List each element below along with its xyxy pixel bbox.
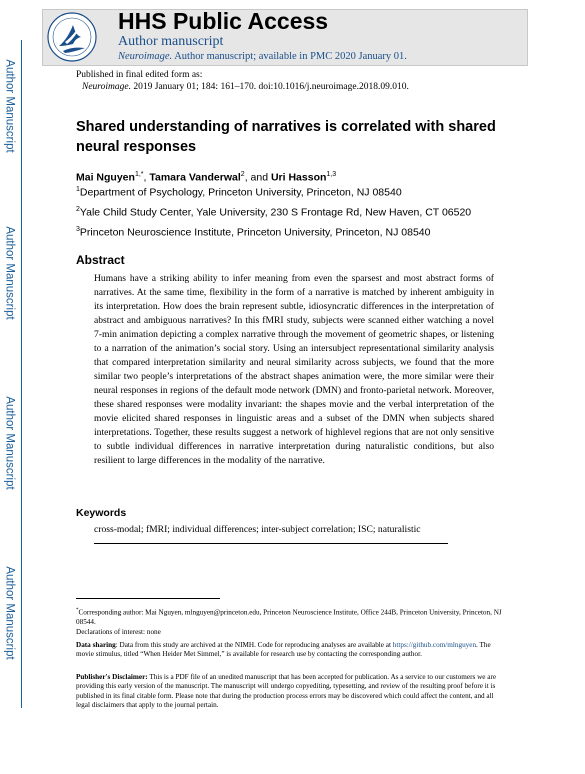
- banner-availability-text: Author manuscript; available in PMC 2020 January 01.: [172, 51, 407, 62]
- affiliation-1: $^1$Department of Psychology, Princeton University, Princeton, NJ 08540: [76, 186, 402, 199]
- author-name: Mai Nguyen: [76, 171, 135, 184]
- github-link[interactable]: https://github.com/mlnguyen: [392, 641, 477, 649]
- author-sep: ,: [143, 171, 150, 184]
- banner-subtitle: Author manuscript: [118, 34, 224, 49]
- author-name: Tamara Vanderwal: [149, 171, 241, 184]
- published-label: Published in final edited form as:: [76, 70, 203, 80]
- banner-availability: [118, 51, 407, 62]
- keywords-heading: Keywords: [76, 507, 127, 519]
- author-sep: , and: [244, 171, 271, 184]
- footnote-corresponding: *Corresponding author: Mai Nguyen, mlnguyen@princeton.edu, Princeton Neuroscience Institute, Office 244B, Princeton University, Princeton, NJ 08544.: [76, 608, 502, 626]
- citation-text: 2019 January 01; 184: 161–170. doi:10.1016/j.neuroimage.2018.09.010.: [131, 82, 409, 92]
- footnote-data-sharing: Data sharing: Data from this study are archived at the NIMH. Code for reproducing analyses are available at https://github.com/mlnguyen. The movie stimulus, titled “When Heider Met Simmel,” is available for research use by contacting the corresponding author.: [76, 641, 491, 659]
- author-name: Uri Hasson: [270, 171, 327, 184]
- author-list: [76, 171, 336, 184]
- footnote-divider: [76, 598, 220, 599]
- keywords-text: cross-modal; fMRI; individual differences; inter-subject correlation; ISC; naturalistic: [94, 524, 421, 535]
- keywords-divider: [94, 543, 448, 544]
- side-label-1: Author Manuscript: [4, 59, 17, 153]
- banner-journal: Neuroimage.: [118, 51, 173, 62]
- side-label-2: Author Manuscript: [4, 226, 17, 320]
- abstract-text: Humans have a striking ability to infer meaning from even the sparsest and most abstract forms of narratives. At the same time, flexibility in the form of a narrative is matched by inherent ambiguity in its interpretation. How does the brain represent subtle, idiosyncratic differences in the interpretation of abstract and ambiguous narratives? In this fMRI study, subjects were scanned either watching a novel 7-min animation depicting a complex narrative through the movement of geometric shapes, or listening to a narration of the animation’s social story. Using an intersubject representational similarity analysis that compared interpretation similarity and neural similarity across subjects, we found that the more similar two people’s interpretations of the abstract shapes animation were, the more similar were their neural responses in regions of the default mode network (DMN) and fronto-parietal network. Moreover, these shared responses were modality invariant: the shapes movie and the verbal interpretation of the movie elicited shared responses in linguistic areas and a subset of the DMN when subjects shared interpretations. Together, these results suggest a network of highlevel regions that are not only sensitive to subtle individual differences in narrative interpretation during naturalistic conditions, but also resilient to large differences in the modality of the narrative.: [94, 273, 494, 466]
- side-rule: [21, 40, 22, 708]
- banner-title: HHS Public Access: [118, 8, 329, 34]
- author-sup: 2: [240, 171, 245, 178]
- author-sup: 1,3: [326, 171, 337, 178]
- affiliation-2: $^2$Yale Child Study Center, Yale University, 230 S Frontage Rd, New Haven, CT 06520: [76, 206, 472, 219]
- hhs-eagle-logo-icon: [45, 11, 100, 64]
- author-sup: 1,*: [134, 171, 144, 178]
- abstract-heading: Abstract: [76, 253, 125, 267]
- citation-journal: Neuroimage.: [82, 82, 131, 92]
- side-label-4: Author Manuscript: [4, 566, 17, 660]
- paper-title: Shared understanding of narratives is correlated with shared neural responses: [76, 119, 496, 155]
- affiliation-3: $^3$Princeton Neuroscience Institute, Princeton University, Princeton, NJ 08540: [76, 226, 431, 239]
- footnote-interest: Declarations of interest: none: [76, 628, 161, 636]
- footnote-disclaimer: Publisher's Disclaimer: This is a PDF file of an unedited manuscript that has been accepted for publication. As a service to our customers we are providing this early version of the manuscript. The manuscript will undergo copyediting, typesetting, and review of the resulting proof before it is published in its final citable form. Please note that during the production process errors may be discovered which could affect the content, and all legal disclaimers that apply to the journal pertain.: [76, 673, 497, 709]
- citation: [82, 82, 409, 92]
- side-label-3: Author Manuscript: [4, 396, 17, 490]
